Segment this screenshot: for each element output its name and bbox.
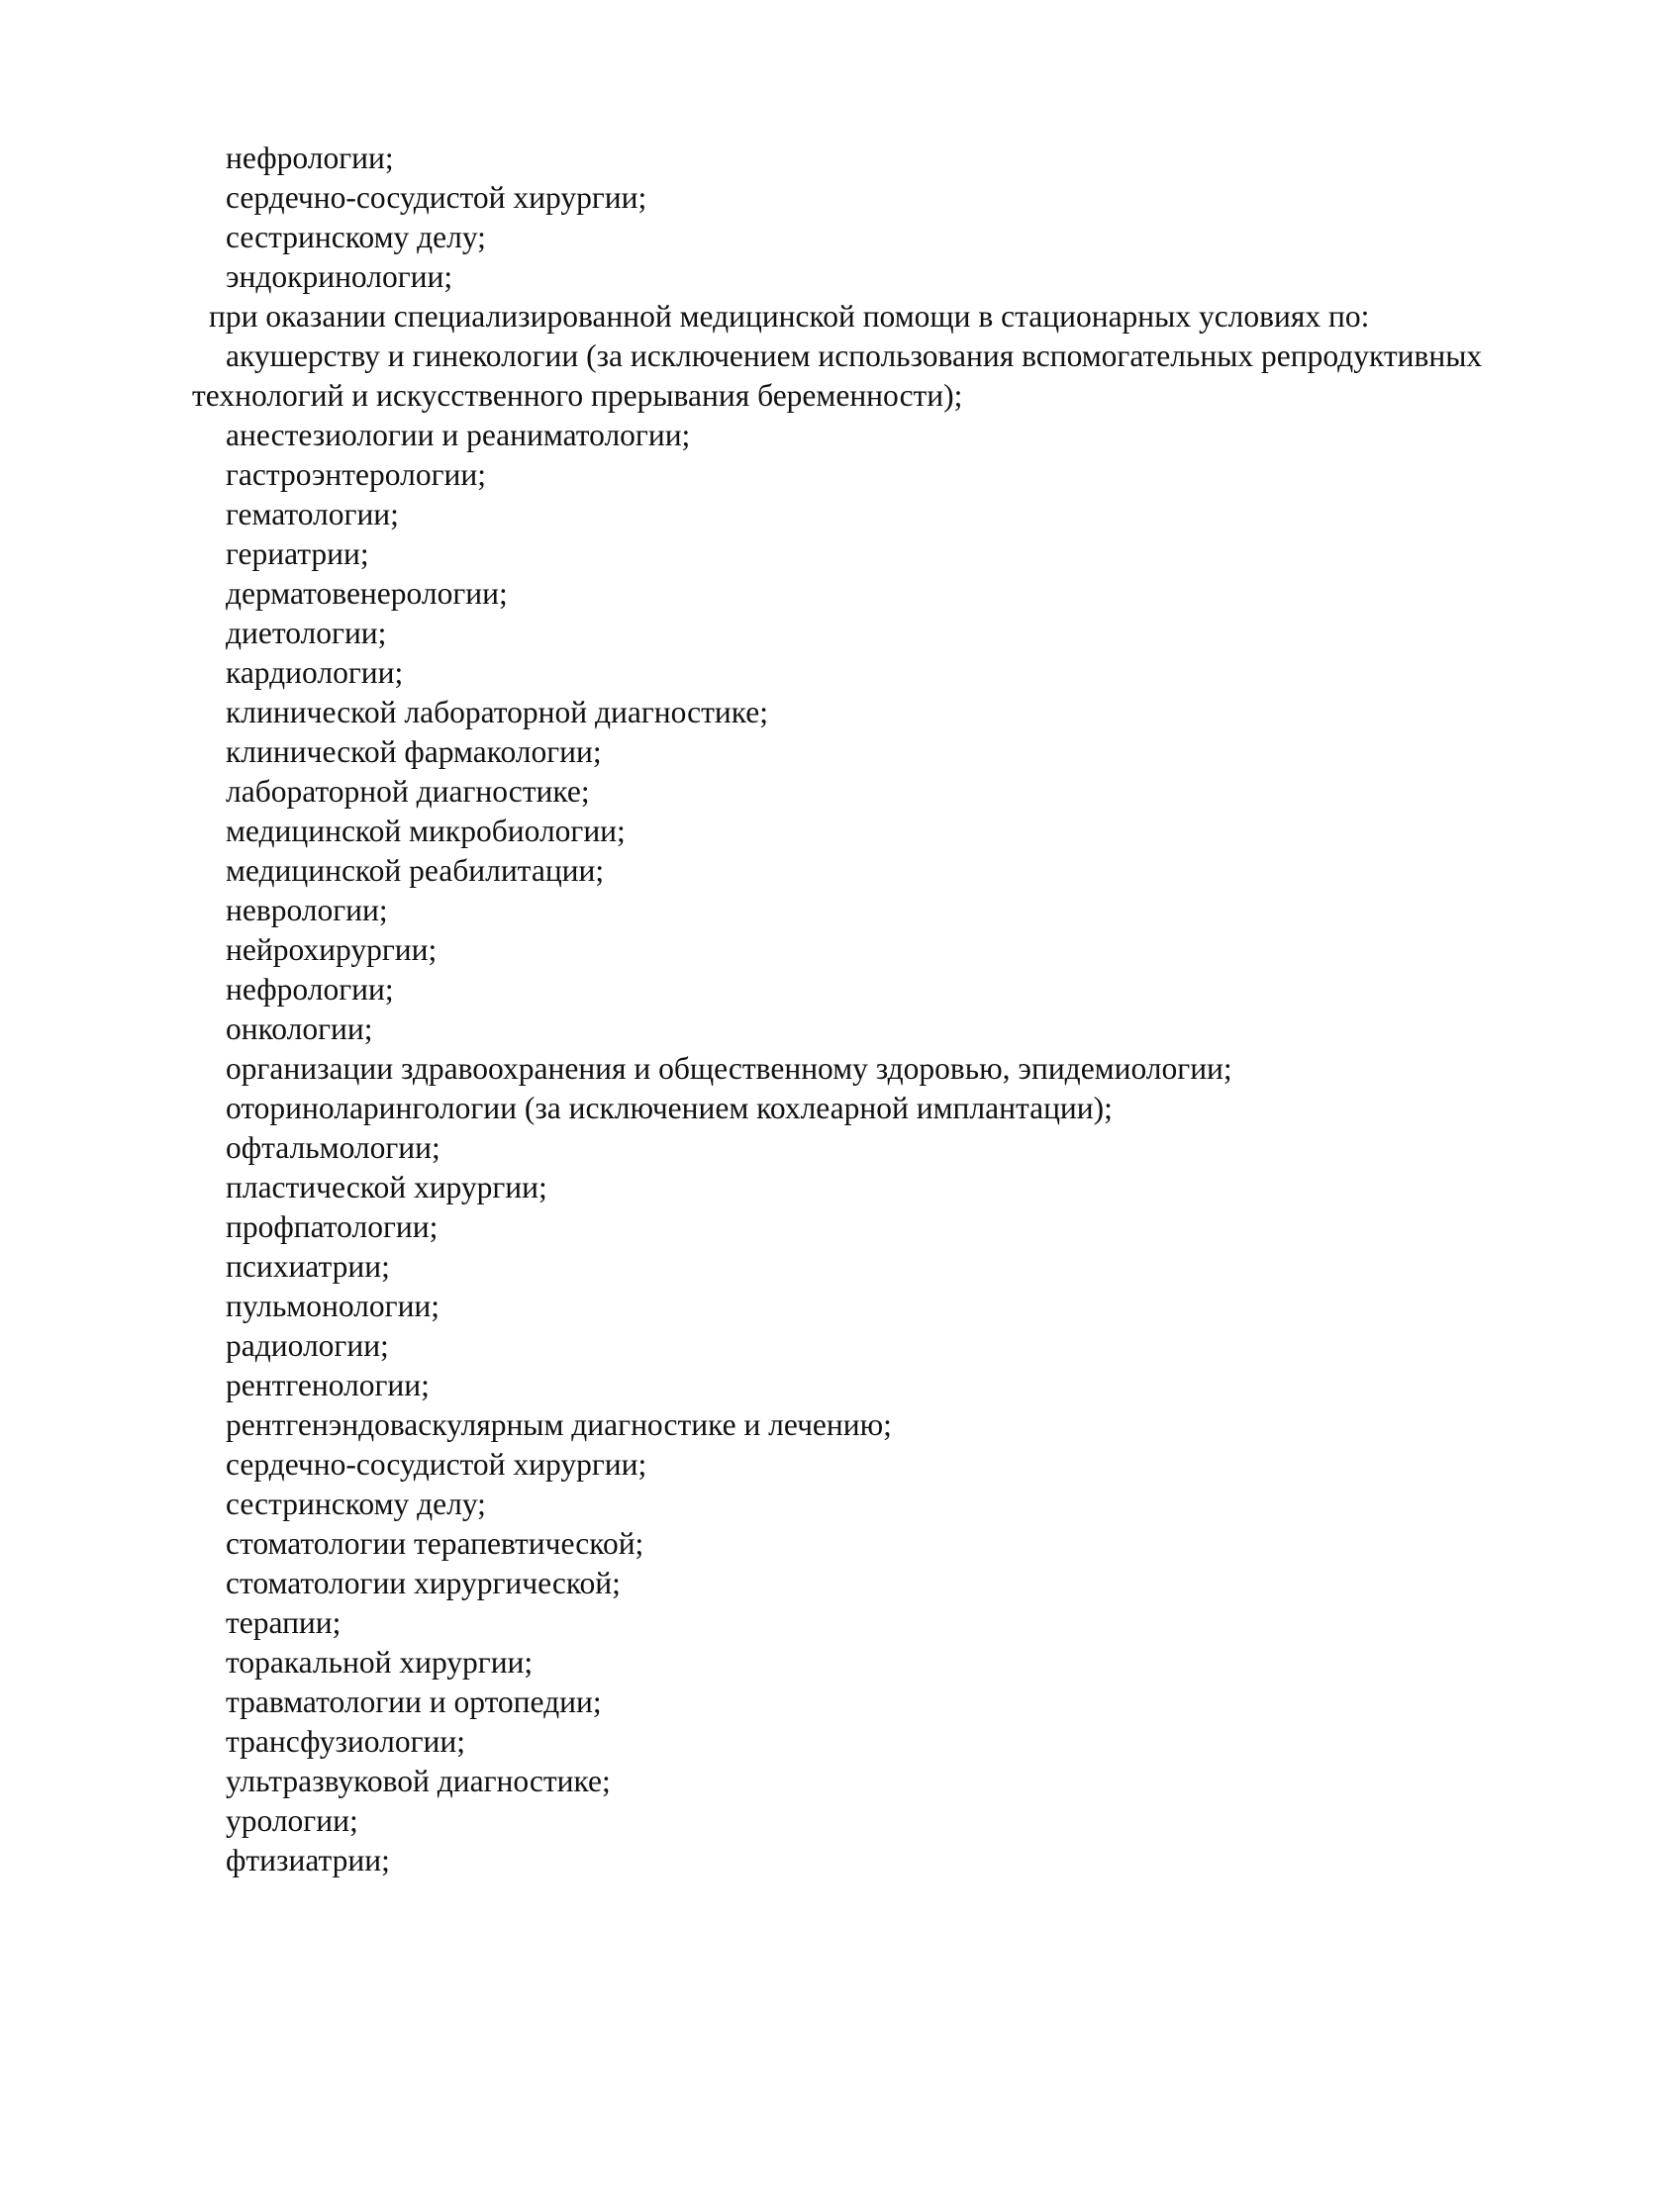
list-item-first-line2: технологий и искусственного прерывания беременности); xyxy=(192,378,963,413)
list-item: кардиологии; xyxy=(226,655,404,690)
list-item: стоматологии терапевтической; xyxy=(226,1526,644,1561)
list-item: рентгенэндоваскулярным диагностике и лечению; xyxy=(226,1407,892,1442)
list-item: онкологии; xyxy=(226,1011,373,1046)
list-item: фтизиатрии; xyxy=(226,1843,390,1877)
list-item: пластической хирургии; xyxy=(226,1170,547,1204)
list-item-first-line1: акушерству и гинекологии (за исключением использования вспомогательных репродуктивных xyxy=(226,338,1483,373)
list-item: нефрологии; xyxy=(226,141,394,175)
list-item: оториноларингологии (за исключением кохлеарной имплантации); xyxy=(226,1091,1113,1125)
list-item: пульмонологии; xyxy=(226,1289,440,1323)
list-item: гематологии; xyxy=(226,497,399,531)
list-item: радиологии; xyxy=(226,1328,389,1363)
list-item: психиатрии; xyxy=(226,1249,390,1284)
list-item: клинической фармакологии; xyxy=(226,734,602,769)
list-item: урологии; xyxy=(226,1803,358,1838)
list-item: организации здравоохранения и общественному здоровью, эпидемиологии; xyxy=(226,1051,1232,1086)
list-item: торакальной хирургии; xyxy=(226,1645,534,1680)
document-text xyxy=(192,139,1558,1880)
list-item: медицинской микробиологии; xyxy=(226,814,626,848)
list-item: профпатологии; xyxy=(226,1209,439,1244)
list-item: анестезиологии и реаниматологии; xyxy=(226,418,691,452)
list-item: нефрологии; xyxy=(226,972,394,1007)
list-item: гериатрии; xyxy=(226,536,369,571)
list-item: нейрохирургии; xyxy=(226,932,438,967)
list-item: сестринскому делу; xyxy=(226,220,486,254)
list-item: медицинской реабилитации; xyxy=(226,853,605,888)
list-item: дерматовенерологии; xyxy=(226,576,508,611)
list-item: офтальмологии; xyxy=(226,1130,440,1165)
list-item: травматологии и ортопедии; xyxy=(226,1684,602,1719)
list-item: неврологии; xyxy=(226,893,388,927)
list-item: сердечно-сосудистой хирургии; xyxy=(226,1447,647,1482)
section-intro: при оказании специализированной медицинской помощи в стационарных условиях по: xyxy=(209,299,1370,334)
list-item: сердечно-сосудистой хирургии; xyxy=(226,180,647,215)
list-item: стоматологии хирургической; xyxy=(226,1566,621,1600)
list-item: сестринскому делу; xyxy=(226,1487,486,1521)
list-item: гастроэнтерологии; xyxy=(226,457,486,492)
list-item: трансфузиологии; xyxy=(226,1724,465,1759)
list-item: рентгенологии; xyxy=(226,1368,430,1402)
list-item: лабораторной диагностике; xyxy=(226,774,590,809)
list-item: ультразвуковой диагностике; xyxy=(226,1764,611,1798)
list-item: эндокринологии; xyxy=(226,259,453,294)
list-item: терапии; xyxy=(226,1605,342,1640)
list-item: клинической лабораторной диагностике; xyxy=(226,695,768,729)
list-item: диетологии; xyxy=(226,616,387,650)
